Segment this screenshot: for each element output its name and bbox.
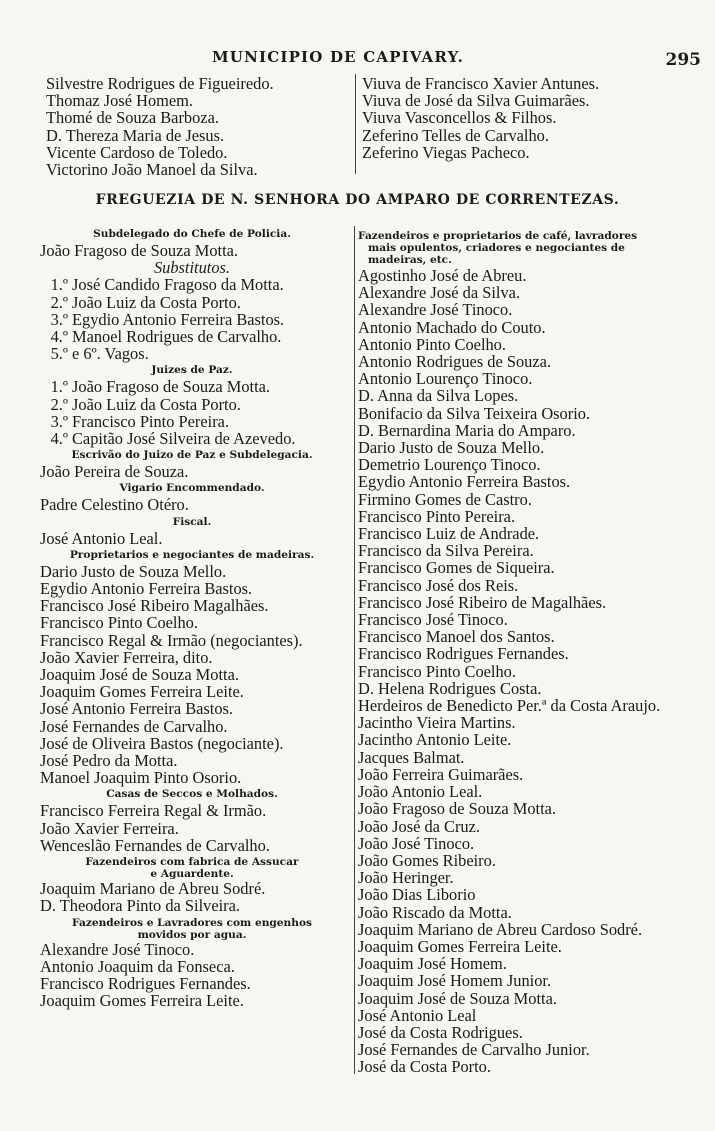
list-item: Francisco Manoel dos Santos. (358, 627, 555, 647)
top-left-list (46, 75, 352, 178)
list-item: Antonio Joaquim da Fonseca. (40, 956, 235, 976)
list-item: João Dias Liborio (358, 885, 476, 905)
list-item: Antonio Lourenço Tinoco. (358, 369, 533, 389)
list-item: Silvestre Rodrigues de Figueiredo. (46, 74, 274, 93)
list-item: Agostinho José de Abreu. (358, 266, 527, 285)
left-column (40, 226, 344, 1011)
list-item: João Gomes Ribeiro. (358, 850, 496, 870)
list-item: Zeferino Telles de Carvalho. (362, 125, 549, 145)
section-heading: Substitutos. (153, 258, 231, 278)
list-item: Demetrio Lourenço Tinoco. (358, 455, 541, 475)
list-item: João Riscado da Motta. (358, 902, 512, 922)
right-column (358, 230, 708, 1076)
list-item: Victorino João Manoel da Silva. (46, 160, 258, 180)
list-item: 4.º Manoel Rodrigues de Carvalho. (50, 327, 282, 347)
list-item: D. Theodora Pinto da Silveira. (40, 896, 240, 916)
list-item: José Antonio Leal (358, 1005, 477, 1025)
list-item: 3.º Francisco Pinto Pereira. (50, 411, 230, 431)
column-divider-main (354, 226, 355, 1074)
running-title: MUNICIPIO DE CAPIVARY. (212, 48, 465, 66)
juizes-list (40, 378, 344, 447)
section-heading: Juizes de Paz. (151, 364, 233, 377)
list-item: José Fernandes de Carvalho. (40, 716, 228, 736)
list-item: Alexandre José Tinoco. (40, 939, 195, 959)
list-item: D. Bernardina Maria do Amparo. (358, 420, 576, 440)
list-item: Joaquim José Homem. (358, 954, 507, 974)
list-item: D. Helena Rodrigues Costa. (358, 678, 542, 698)
section-heading: Fazendeiros com fabrica de Assucar (85, 856, 299, 869)
list-item: Firmino Gomes de Castro. (358, 489, 532, 509)
list-item: Thomaz José Homem. (46, 91, 194, 111)
list-item: João José da Cruz. (358, 816, 480, 836)
list-item: Francisco Rodrigues Fernandes. (358, 644, 569, 664)
list-item: Joaquim Gomes Ferreira Leite. (40, 682, 244, 702)
list-item: Francisco da Silva Pereira. (358, 541, 534, 561)
list-item: Jacintho Antonio Leite. (358, 730, 512, 750)
list-item: Thomé de Souza Barboza. (46, 108, 219, 128)
list-item: Francisco Gomes de Siqueira. (358, 558, 555, 578)
list-item: Joaquim José Homem Junior. (358, 971, 552, 991)
list-item: Joaquim José de Souza Motta. (358, 988, 557, 1008)
list-item: Jacintho Vieira Martins. (358, 713, 516, 733)
section-heading: Proprietarios e negociantes de madeiras. (69, 548, 315, 561)
list-item: 1.º José Candido Fragoso da Motta. (50, 275, 284, 295)
list-item: José da Costa Porto. (358, 1057, 491, 1077)
list-item: 3.º Egydio Antonio Ferreira Bastos. (50, 309, 285, 329)
seccos-list (40, 802, 344, 854)
list-item: Manoel Joaquim Pinto Osorio. (40, 768, 242, 788)
section-heading: Subdelegado do Chefe de Policia. (93, 228, 291, 240)
list-item: Joaquim Gomes Ferreira Leite. (358, 936, 562, 956)
list-item: Alexandre José da Silva. (358, 283, 521, 303)
column-divider-top (355, 74, 356, 174)
list-item: João Xavier Ferreira, dito. (40, 647, 213, 667)
list-item: Joaquim José de Souza Motta. (40, 665, 239, 685)
section-heading: mais opulentos, criadores e negociantes de (368, 242, 625, 254)
list-item: 5.º e 6º. Vagos. (50, 344, 149, 364)
list-item: Francisco José Tinoco. (358, 610, 508, 630)
list-item: Francisco José Ribeiro de Magalhães. (358, 592, 607, 612)
list-item: Dario Justo de Souza Mello. (40, 561, 227, 581)
madeiras-list (40, 563, 344, 787)
list-item: Francisco Luiz de Andrade. (358, 524, 540, 544)
list-item: João Fragoso de Souza Motta. (40, 241, 239, 260)
section-heading: Vigario Encommendado. (119, 482, 265, 495)
section-heading: Casas de Seccos e Molhados. (106, 788, 278, 801)
section-heading: Escrivão do Juizo de Paz e Subdelegacia. (71, 449, 313, 462)
list-item: Francisco Regal & Irmão (negociantes). (40, 630, 303, 650)
list-item: Francisco José dos Reis. (358, 575, 519, 595)
list-item: Antonio Rodrigues de Souza. (358, 352, 552, 372)
assucar-list (40, 880, 344, 914)
section-title: FREGUEZIA DE N. SENHORA DO AMPARO DE CORRENTEZAS. (95, 192, 620, 208)
list-item: Viuva de Francisco Xavier Antunes. (362, 74, 600, 93)
list-item: Francisco Ferreira Regal & Irmão. (40, 801, 267, 821)
list-item: Antonio Pinto Coelho. (358, 334, 506, 354)
list-item: 2.º João Luiz da Costa Porto. (50, 292, 241, 312)
list-item: Francisco Pinto Pereira. (358, 506, 516, 526)
list-item: Alexandre José Tinoco. (358, 300, 513, 320)
list-item: Antonio Machado do Couto. (358, 317, 546, 337)
list-item: João Ferreira Guimarães. (358, 764, 524, 784)
list-item: Padre Celestino Otéro. (40, 495, 189, 515)
section-heading: movidos por agua. (137, 928, 247, 941)
list-item: José Fernandes de Carvalho Junior. (358, 1040, 590, 1060)
list-item: Zeferino Viegas Pacheco. (362, 142, 530, 162)
section-heading: madeiras, etc. (368, 254, 452, 266)
list-item: Viuva Vasconcellos & Filhos. (362, 108, 557, 128)
list-item: João Fragoso de Souza Motta. (358, 799, 557, 819)
section-heading: e Aguardente. (150, 868, 234, 881)
list-item: José Pedro da Motta. (40, 751, 178, 771)
proprietarios-list (358, 267, 708, 1076)
section-heading: Fiscal. (172, 515, 212, 528)
list-item: Wenceslão Fernandes de Carvalho. (40, 835, 270, 855)
list-item: Herdeiros de Benedicto Per.ª da Costa Araujo. (358, 696, 661, 716)
list-item: José de Oliveira Bastos (negociante). (40, 733, 284, 753)
list-item: João Pereira de Souza. (40, 462, 189, 482)
list-item: Egydio Antonio Ferreira Bastos. (358, 472, 571, 492)
list-item: Francisco Pinto Coelho. (358, 661, 516, 681)
list-item: João José Tinoco. (358, 833, 475, 853)
list-item: José Antonio Ferreira Bastos. (40, 699, 234, 719)
list-item: Vicente Cardoso de Toledo. (46, 142, 228, 162)
list-item: Dario Justo de Souza Mello. (358, 438, 545, 458)
list-item: 1.º João Fragoso de Souza Motta. (50, 377, 271, 397)
list-item: João Xavier Ferreira. (40, 818, 179, 838)
list-item: Viuva de José da Silva Guimarães. (362, 91, 590, 111)
page-number: 295 (665, 50, 701, 70)
list-item: D. Anna da Silva Lopes. (358, 386, 519, 406)
list-item: João Antonio Leal. (358, 782, 483, 802)
list-item: João Heringer. (358, 868, 454, 888)
list-item: Joaquim Mariano de Abreu Cardoso Sodré. (358, 919, 643, 939)
list-item: D. Thereza Maria de Jesus. (46, 125, 225, 145)
list-item: Bonifacio da Silva Teixeira Osorio. (358, 403, 591, 423)
list-item: José Antonio Leal. (40, 528, 163, 548)
running-header (0, 46, 715, 70)
list-item: José da Costa Rodrigues. (358, 1022, 523, 1042)
substitutos-list (40, 276, 344, 362)
section-heading: Fazendeiros e proprietarios de café, lavradores (358, 230, 638, 242)
engenhos-list (40, 941, 344, 1010)
list-item: Joaquim Gomes Ferreira Leite. (40, 991, 244, 1011)
list-item: Francisco Pinto Coelho. (40, 613, 198, 633)
list-item: Egydio Antonio Ferreira Bastos. (40, 579, 253, 599)
top-right-list (362, 75, 662, 161)
list-item: Jacques Balmat. (358, 747, 465, 767)
list-item: 2.º João Luiz da Costa Porto. (50, 394, 241, 414)
list-item: Francisco Rodrigues Fernandes. (40, 973, 251, 993)
list-item: Francisco José Ribeiro Magalhães. (40, 596, 269, 616)
list-item: 4.º Capitão José Silveira de Azevedo. (50, 429, 296, 449)
section-heading: Fazendeiros e Lavradores com engenhos (72, 916, 312, 929)
list-item: Joaquim Mariano de Abreu Sodré. (40, 879, 266, 899)
